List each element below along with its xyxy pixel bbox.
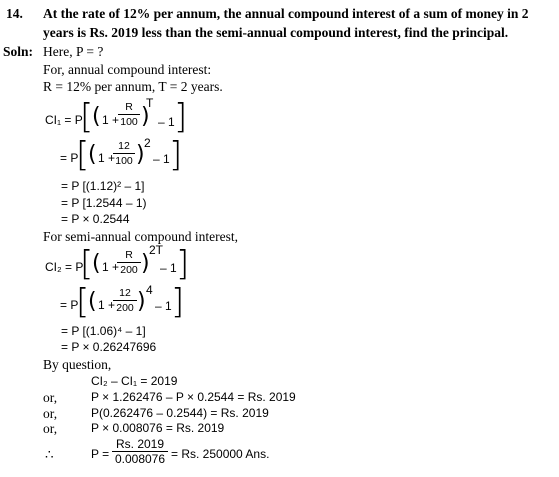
ci2-open-paren: ( [92, 251, 101, 276]
ci2-frac-den: 200 [120, 264, 138, 276]
ci2-frac-bar [117, 262, 141, 263]
ci2-step2-frac-bar [113, 300, 137, 301]
ci2-step2-one-plus: 1 + [98, 298, 116, 312]
or-label-1: or, [43, 390, 58, 405]
or-label-3: or, [43, 421, 58, 436]
ci1-step2-close-paren: ) [136, 142, 145, 167]
ci2-open-bracket: [ [80, 244, 94, 284]
ci2-step2-frac-den: 200 [116, 302, 134, 314]
or-label-2: or, [43, 406, 58, 421]
equation-1: CI₂ – CI₁ = 2019 [91, 374, 178, 388]
final-fraction [112, 438, 168, 465]
ci1-minus-one: – 1 [158, 115, 175, 129]
ci1-lhs: CI₁ = P [45, 113, 83, 127]
question-number: 14. [6, 6, 23, 21]
ci1-open-paren: ( [92, 104, 101, 129]
solution-label: Soln: [3, 44, 34, 59]
ci1-step3: = P [(1.12)² – 1] [61, 179, 145, 193]
therefore-symbol: ∴ [45, 447, 54, 462]
annual-heading: For, annual compound interest: [43, 62, 212, 77]
ci2-step2-exponent: 4 [146, 283, 153, 297]
ci1-step2-frac-bar [113, 153, 135, 154]
ci2-close-paren: ) [141, 251, 150, 276]
ci2-step2-open-paren: ( [88, 289, 97, 314]
equation-4: P × 0.008076 = Rs. 2019 [91, 421, 225, 435]
ci2-step2-lhs: = P [60, 298, 79, 312]
ci1-step2-open-paren: ( [88, 142, 97, 167]
question-line-2: years is Rs. 2019 less than the semi-annual compound interest, find the principal. [43, 25, 509, 40]
ci1-step2-fraction [113, 140, 135, 167]
ci1-step2-open-bracket: [ [76, 135, 90, 175]
ci2-one-plus: 1 + [102, 260, 120, 274]
ci2-frac-num: R [125, 249, 133, 261]
ci1-step2-exponent: 2 [144, 136, 151, 150]
final-frac-num: Rs. 2019 [115, 437, 165, 451]
equation-3: P(0.262476 – 0.2544) = Rs. 2019 [91, 406, 269, 420]
ci1-step2-minus-one: – 1 [153, 152, 170, 166]
annual-given: R = 12% per annum, T = 2 years. [43, 79, 223, 94]
ci2-step2-close-bracket: ] [171, 282, 185, 322]
ci1-one-plus: 1 + [102, 113, 120, 127]
ci1-frac-bar [118, 114, 140, 115]
ci1-close-paren: ) [141, 104, 150, 129]
ci2-step2-fraction [113, 287, 137, 314]
final-result: = Rs. 250000 Ans. [171, 447, 270, 461]
ci1-step2-frac-den: 100 [115, 155, 133, 167]
question-line-1: At the rate of 12% per annum, the annual compound interest of a sum of money in 2 [43, 6, 529, 21]
ci1-close-bracket: ] [174, 97, 188, 137]
ci1-open-bracket: [ [80, 97, 94, 137]
ci1-step2-frac-num: 12 [118, 140, 130, 152]
ci1-frac-num: R [125, 101, 133, 113]
equation-2: P × 1.262476 – P × 0.2544 = Rs. 2019 [91, 390, 296, 404]
semi-heading: For semi-annual compound interest, [43, 229, 238, 244]
ci1-step2-lhs: = P [60, 151, 79, 165]
ci2-step2-frac-num: 12 [119, 287, 131, 299]
here-line: Here, P = ? [43, 44, 104, 59]
ci1-step2-one-plus: 1 + [98, 151, 116, 165]
ci1-step4: = P [1.2544 – 1) [61, 196, 147, 210]
ci2-step2-close-paren: ) [137, 289, 146, 314]
by-question: By question, [43, 357, 112, 372]
ci2-exponent: 2T [149, 243, 164, 257]
ci2-lhs: CI₂ = P [45, 260, 84, 274]
ci1-fraction [118, 101, 140, 128]
ci2-minus-one: – 1 [160, 261, 177, 275]
ci2-step2-open-bracket: [ [76, 282, 90, 322]
final-frac-den: 0.008076 [114, 452, 166, 466]
ci2-step4: = P × 0.26247696 [61, 340, 157, 354]
ci1-step5: = P × 0.2544 [61, 212, 130, 226]
ci1-step2-close-bracket: ] [169, 135, 183, 175]
ci2-fraction [117, 249, 141, 276]
ci1-frac-den: 100 [120, 116, 138, 128]
ci2-close-bracket: ] [176, 244, 190, 284]
ci1-exponent: T [146, 96, 154, 110]
ci2-step2-minus-one: – 1 [155, 299, 172, 313]
final-lhs: P = [91, 447, 110, 461]
ci2-step3: = P [(1.06)⁴ – 1] [61, 324, 146, 338]
